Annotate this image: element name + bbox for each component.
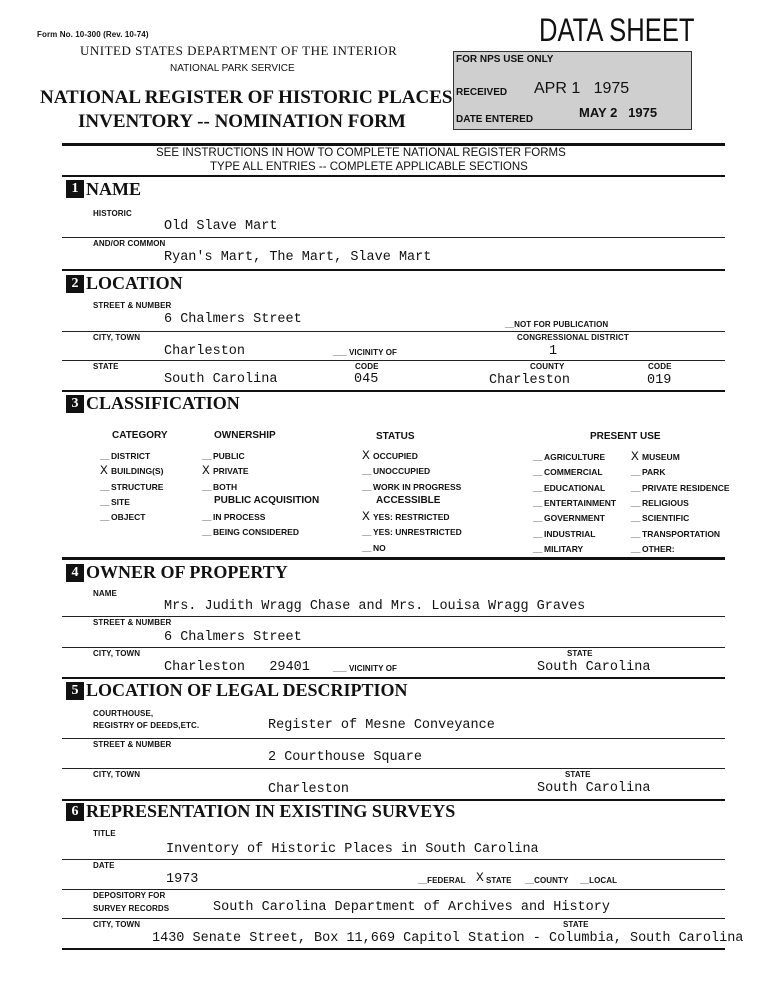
blank-line: __ xyxy=(631,543,641,554)
option-label: TRANSPORTATION xyxy=(642,528,721,539)
option-label: STRUCTURE xyxy=(111,481,164,492)
nps-use-box xyxy=(453,51,692,130)
section-number: 2 xyxy=(66,275,84,293)
option-label: SCIENTIFIC xyxy=(642,513,690,524)
depository-value: South Carolina Department of Archives and History xyxy=(213,900,610,915)
divider xyxy=(62,143,725,146)
received-label: RECEIVED xyxy=(456,87,508,98)
survey-date: 1973 xyxy=(166,872,199,887)
divider xyxy=(62,948,725,950)
state-label: STATE xyxy=(93,362,119,371)
legal-city: Charleston xyxy=(268,782,350,797)
instructions-1: SEE INSTRUCTIONS IN HOW TO COMPLETE NATIONAL REGISTER FORMS xyxy=(156,147,566,159)
option-label: BOTH xyxy=(213,481,238,492)
blank-line: __ xyxy=(362,466,372,477)
survey-title-label: TITLE xyxy=(93,829,116,838)
owner-name: Mrs. Judith Wragg Chase and Mrs. Louisa Wragg Graves xyxy=(164,599,586,614)
divider xyxy=(62,616,725,617)
city-label: CITY, TOWN xyxy=(93,649,141,658)
state-value: South Carolina xyxy=(164,372,278,387)
blank-line: __ xyxy=(100,451,110,461)
check-mark: X xyxy=(362,448,370,463)
state-label: STATE xyxy=(567,649,593,658)
option-label: SITE xyxy=(111,496,130,507)
received-stamp: APR 1 1975 xyxy=(534,80,630,97)
option-label: MILITARY xyxy=(544,543,584,554)
blank-line: __ xyxy=(631,497,641,508)
blank-line: __ xyxy=(533,482,543,493)
blank-line: __ xyxy=(202,481,212,492)
check-mark: X xyxy=(362,509,370,524)
local-option: __LOCAL xyxy=(580,876,618,885)
divider xyxy=(62,889,725,890)
blank-line: __ xyxy=(362,542,372,553)
option-label: COMMERCIAL xyxy=(544,467,603,478)
check-mark: X xyxy=(202,463,210,479)
check-mark: X xyxy=(631,449,639,464)
city-label: CITY, TOWN xyxy=(93,920,141,929)
blank-line: __ xyxy=(362,527,372,538)
section-number: 4 xyxy=(66,564,84,582)
section-title: LOCATION OF LEGAL DESCRIPTION xyxy=(86,680,408,700)
street-value: 6 Chalmers Street xyxy=(164,312,302,327)
section-number: 6 xyxy=(66,803,84,821)
blank-line: __ xyxy=(631,528,641,539)
divider xyxy=(62,175,725,177)
section-title: NAME xyxy=(86,179,141,199)
divider xyxy=(62,390,725,392)
courthouse-label: COURTHOUSE, xyxy=(93,709,154,718)
blank-line: __ xyxy=(631,467,641,478)
option-label: OCCUPIED xyxy=(373,451,418,461)
option-label: MUSEUM xyxy=(642,452,680,462)
blank-line: __ xyxy=(533,543,543,554)
section-number: 1 xyxy=(66,180,84,198)
divider xyxy=(62,647,725,648)
divider xyxy=(62,918,725,919)
option-label: YES: RESTRICTED xyxy=(373,512,450,522)
blank-line: __ xyxy=(100,512,110,523)
survey-records-label: SURVEY RECORDS xyxy=(93,904,170,913)
county-option: __COUNTY xyxy=(525,876,569,885)
divider xyxy=(62,269,725,271)
option-label: PUBLIC xyxy=(213,451,245,461)
divider xyxy=(62,859,725,860)
form-number: Form No. 10-300 (Rev. 10-74) xyxy=(37,30,149,39)
section-title: OWNER OF PROPERTY xyxy=(86,562,288,582)
registry-label: REGISTRY OF DEEDS,ETC. xyxy=(93,721,200,730)
divider xyxy=(62,237,725,238)
district-value: 1 xyxy=(549,344,558,359)
owner-state: South Carolina xyxy=(537,660,651,675)
option-label: RELIGIOUS xyxy=(642,497,689,508)
option-label: INDUSTRIAL xyxy=(544,528,596,539)
county-label: COUNTY xyxy=(530,362,565,371)
section-title: CLASSIFICATION xyxy=(86,393,240,413)
nps-label: FOR NPS USE ONLY xyxy=(456,54,554,65)
state-option: STATE xyxy=(486,876,512,885)
divider xyxy=(62,677,725,679)
state-check-mark: X xyxy=(476,870,484,885)
option-label: EDUCATIONAL xyxy=(544,482,606,493)
historic-label: HISTORIC xyxy=(93,209,132,218)
common-label: AND/OR COMMON xyxy=(93,239,166,248)
blank-line: __ xyxy=(533,452,543,462)
date-label: DATE xyxy=(93,861,115,870)
entered-label: DATE ENTERED xyxy=(456,114,534,125)
street-label: STREET & NUMBER xyxy=(93,301,172,310)
option-label: ENTERTAINMENT xyxy=(544,497,617,508)
depository-label: DEPOSITORY FOR xyxy=(93,891,166,900)
code-label: CODE xyxy=(355,362,379,371)
acquisition-header: PUBLIC ACQUISITION xyxy=(214,495,320,506)
depository-city: 1430 Senate Street, Box 11,669 Capitol Station - Columbia, South Carolina xyxy=(152,931,744,946)
option-label: BEING CONSIDERED xyxy=(213,527,299,538)
option-label: WORK IN PROGRESS xyxy=(373,481,462,492)
blank-line: __ xyxy=(533,528,543,539)
blank-line: __ xyxy=(202,527,212,538)
department: UNITED STATES DEPARTMENT OF THE INTERIOR xyxy=(80,43,398,58)
section-number: 5 xyxy=(66,682,84,700)
city-label: CITY, TOWN xyxy=(93,333,141,342)
instructions-2: TYPE ALL ENTRIES -- COMPLETE APPLICABLE SECTIONS xyxy=(210,161,528,173)
owner-name-label: NAME xyxy=(93,589,117,598)
blank-line: __ xyxy=(100,496,110,507)
option-label: DISTRICT xyxy=(111,451,151,461)
common-name: Ryan's Mart, The Mart, Slave Mart xyxy=(164,250,432,265)
state-label: STATE xyxy=(565,770,591,779)
check-mark: X xyxy=(100,463,108,479)
accessible-header: ACCESSIBLE xyxy=(376,495,441,506)
option-label: NO xyxy=(373,542,386,553)
legal-state: South Carolina xyxy=(537,781,651,796)
category-header: CATEGORY xyxy=(112,430,168,441)
blank-line: __ xyxy=(202,451,212,461)
status-header: STATUS xyxy=(376,431,415,442)
present-use-header: PRESENT USE xyxy=(590,431,661,442)
city-value: Charleston xyxy=(164,344,246,359)
option-label: OTHER: xyxy=(642,543,675,554)
option-label: GOVERNMENT xyxy=(544,513,605,524)
blank-line: __ xyxy=(100,481,110,492)
blank-line: __ xyxy=(631,513,641,524)
survey-title: Inventory of Historic Places in South Carolina xyxy=(166,842,539,857)
divider xyxy=(62,738,725,739)
blank-line: __ xyxy=(533,513,543,524)
blank-line: __ xyxy=(533,467,543,478)
data-sheet-heading: DATA SHEET xyxy=(539,12,695,48)
courthouse-value: Register of Mesne Conveyance xyxy=(268,718,495,733)
entered-stamp: MAY 2 1975 xyxy=(579,105,658,120)
section-title: LOCATION xyxy=(86,273,183,293)
section-title: REPRESENTATION IN EXISTING SURVEYS xyxy=(86,801,456,821)
congressional-label: CONGRESSIONAL DISTRICT xyxy=(517,333,629,342)
code-value: 045 xyxy=(354,372,379,387)
federal-option: __FEDERAL xyxy=(418,876,466,885)
vicinity-label: ___ VICINITY OF xyxy=(333,348,398,357)
code2-label: CODE xyxy=(648,362,672,371)
divider xyxy=(62,360,725,361)
section-number: 3 xyxy=(66,395,84,413)
historic-name: Old Slave Mart xyxy=(164,219,278,234)
blank-line: __ xyxy=(362,481,372,492)
option-label: BUILDING(S) xyxy=(111,466,164,477)
owner-street: 6 Chalmers Street xyxy=(164,630,302,645)
option-label: AGRICULTURE xyxy=(544,452,606,462)
service: NATIONAL PARK SERVICE xyxy=(170,63,295,74)
vicinity-label: ___ VICINITY OF xyxy=(333,664,398,673)
street-label: STREET & NUMBER xyxy=(93,618,172,627)
blank-line: __ xyxy=(202,512,212,522)
option-label: UNOCCUPIED xyxy=(373,466,431,477)
code2-value: 019 xyxy=(647,373,672,388)
county-value: Charleston xyxy=(489,373,571,388)
option-label: YES: UNRESTRICTED xyxy=(373,527,462,538)
blank-line: __ xyxy=(631,482,641,493)
not-for-publication: __NOT FOR PUBLICATION xyxy=(505,320,609,329)
street-label: STREET & NUMBER xyxy=(93,740,172,749)
ownership-header: OWNERSHIP xyxy=(214,430,276,441)
form-title-2: INVENTORY -- NOMINATION FORM xyxy=(78,111,406,132)
owner-city: Charleston 29401 xyxy=(164,660,310,675)
divider xyxy=(62,557,725,560)
state-label: STATE xyxy=(563,920,589,929)
divider xyxy=(62,331,725,332)
divider xyxy=(62,768,725,769)
option-label: IN PROCESS xyxy=(213,512,266,522)
legal-street: 2 Courthouse Square xyxy=(268,750,422,765)
option-label: PRIVATE RESIDENCE xyxy=(642,482,730,493)
form-title-1: NATIONAL REGISTER OF HISTORIC PLACES xyxy=(40,87,453,108)
option-label: PRIVATE xyxy=(213,466,249,477)
option-label: PARK xyxy=(642,467,666,478)
option-label: OBJECT xyxy=(111,512,146,523)
city-label: CITY, TOWN xyxy=(93,770,141,779)
blank-line: __ xyxy=(533,497,543,508)
